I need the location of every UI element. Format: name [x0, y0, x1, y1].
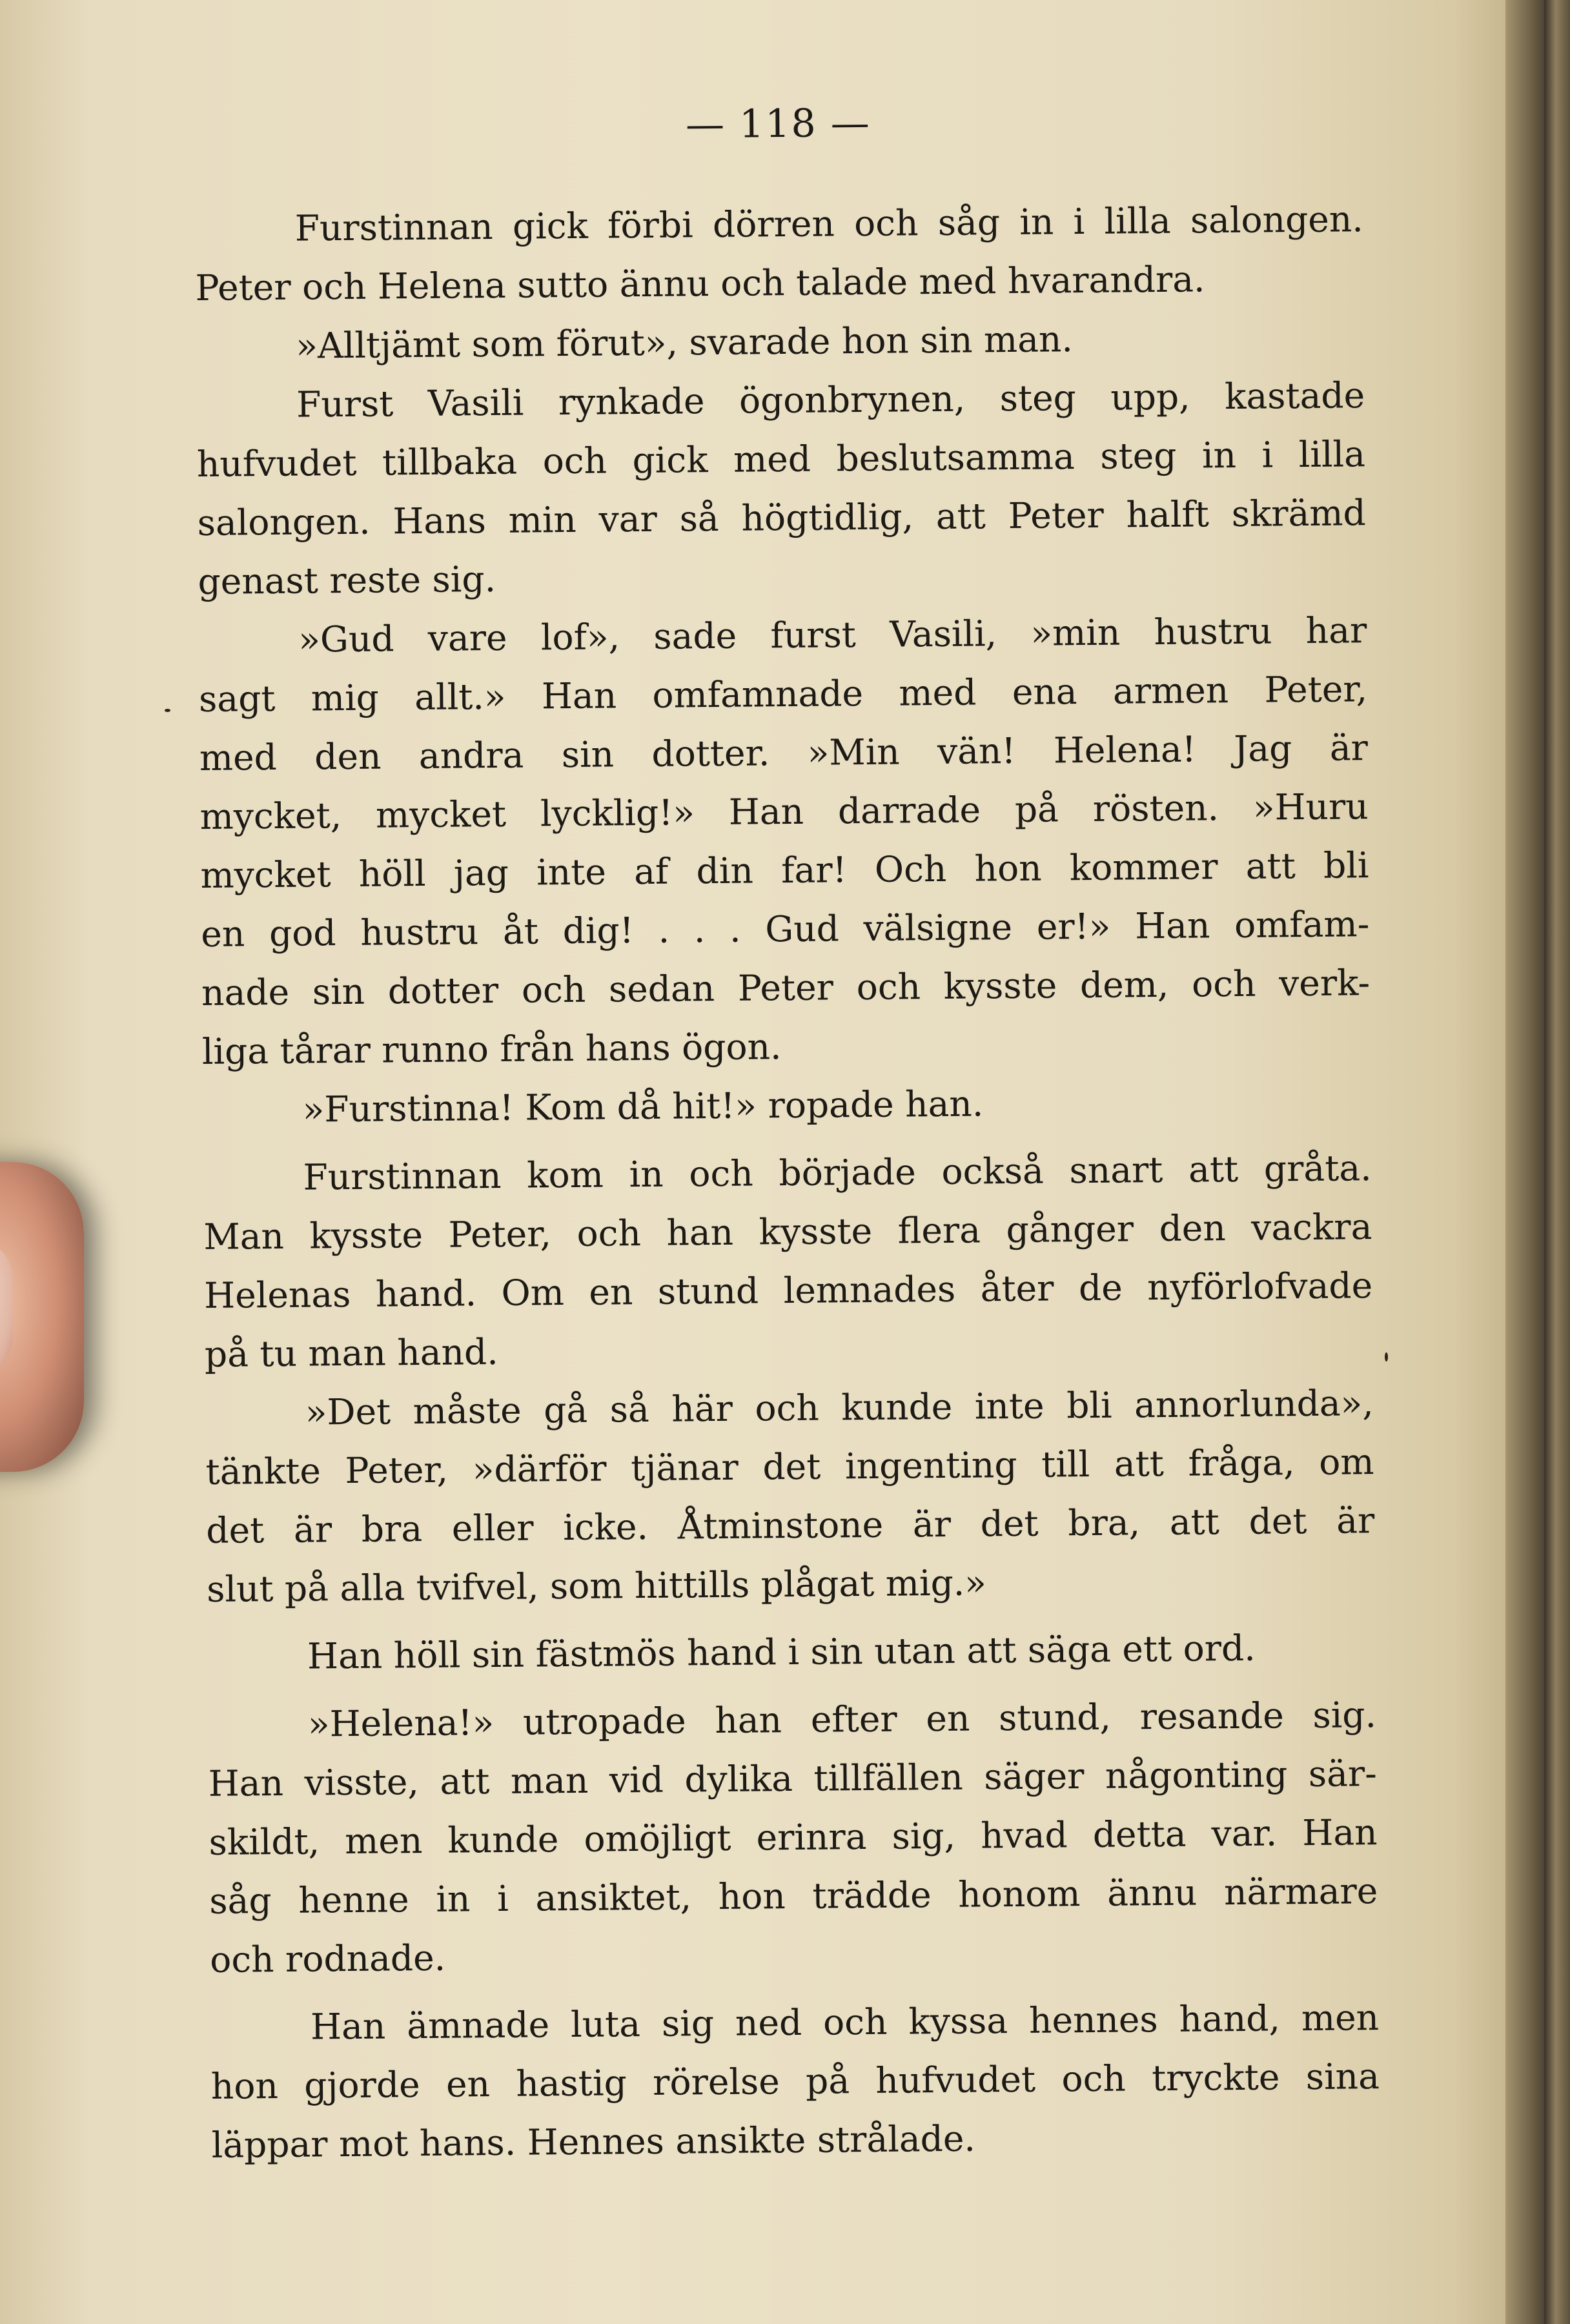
text-line: Furstinnan gick förbi dörren och såg in i lilla salongen. [294, 198, 1363, 249]
text-line: »Gud vare lof», sade furst Vasili, »min hustru har [298, 609, 1367, 660]
paragraph-5 [202, 1071, 1371, 1140]
text-line: sagt mig allt.» Han omfamnade med ena armen Peter, [198, 668, 1368, 720]
text-line: »Furstinna! Kom då hit!» ropade han. [302, 1083, 984, 1130]
text-line: Peter och Helena sutto ännu och talade med hvarandra. [195, 258, 1205, 309]
text-line: Man kysste Peter, och han kysste flera gånger den vackra [203, 1206, 1372, 1258]
paragraph-9 [208, 1686, 1379, 1990]
text-line: såg henne in i ansiktet, hon trädde honom ännu närmare [209, 1870, 1378, 1922]
text-line: Furst Vasili rynkade ögonbrynen, steg upp, kastade [296, 374, 1365, 425]
next-page-edge [1544, 0, 1570, 2324]
text-line: nade sin dotter och sedan Peter och kysste dem, och verk- [201, 962, 1371, 1014]
text-line: på tu man hand. [204, 1330, 498, 1375]
paragraph-2 [196, 307, 1365, 376]
paragraph-8 [207, 1618, 1376, 1687]
text-line: mycket, mycket lycklig!» Han darrade på rösten. »Huru [199, 786, 1369, 837]
text-line: genast reste sig. [198, 558, 496, 602]
text-line: liga tårar runno från hans ögon. [201, 1026, 782, 1072]
text-line: slut på alla tvifvel, som hittills plågat mig.» [206, 1562, 987, 1610]
text-line: läppar mot hans. Hennes ansikte strålade. [211, 2117, 976, 2166]
paragraph-4 [198, 601, 1371, 1081]
paper-speck [165, 709, 170, 712]
paragraph-1 [194, 190, 1364, 318]
text-line: salongen. Hans min var så högtidlig, att Peter halft skrämd [197, 492, 1366, 544]
text-line: Furstinnan kom in och började också snart att gråta. [303, 1147, 1372, 1198]
thumb [0, 1162, 84, 1472]
paragraph-10 [210, 1988, 1380, 2175]
text-line: hon gjorde en hastig rörelse på hufvudet och tryckte sina [210, 2055, 1380, 2107]
text-line: tänkte Peter, »därför tjänar det ingenting till att fråga, om [205, 1441, 1374, 1493]
page-number: — 118 — [685, 100, 872, 148]
text-line: och rodnade. [209, 1937, 446, 1981]
thumb-nail [0, 1239, 13, 1375]
paragraph-6 [203, 1139, 1373, 1384]
text-line: med den andra sin dotter. »Min vän! Helena! Jag är [199, 727, 1369, 779]
text-line: »Alltjämt som förut», svarade hon sin man. [296, 318, 1074, 367]
text-line: Han höll sin fästmös hand i sin utan att säga ett ord. [307, 1627, 1256, 1677]
paragraph-7 [205, 1374, 1375, 1619]
text-line: »Det måste gå så här och kunde inte bli annorlunda», [305, 1382, 1374, 1433]
paragraph-3 [196, 366, 1367, 611]
text-line: Han ämnade luta sig ned och kyssa hennes hand, men [310, 1997, 1380, 2048]
text-line: »Helena!» utropade han efter en stund, resande sig. [307, 1694, 1377, 1745]
text-line: mycket höll jag inte af din far! Och hon kommer att bli [200, 844, 1369, 896]
text-line: Helenas hand. Om en stund lemnades åter de nyförlofvade [203, 1265, 1373, 1316]
paper-speck [1385, 1352, 1388, 1361]
text-line: Han visste, att man vid dylika tillfällen säger någonting sär- [208, 1753, 1378, 1804]
text-line: en god hustru åt dig! . . . Gud välsigne er!» Han omfam- [201, 903, 1370, 955]
text-line: skildt, men kunde omöjligt erinra sig, hvad detta var. Han [209, 1811, 1378, 1863]
page-text [194, 87, 1380, 2175]
text-line: det är bra eller icke. Åtminstone är det bra, att det är [206, 1500, 1375, 1551]
text-line: hufvudet tillbaka och gick med beslutsamma steg in i lilla [196, 433, 1366, 485]
